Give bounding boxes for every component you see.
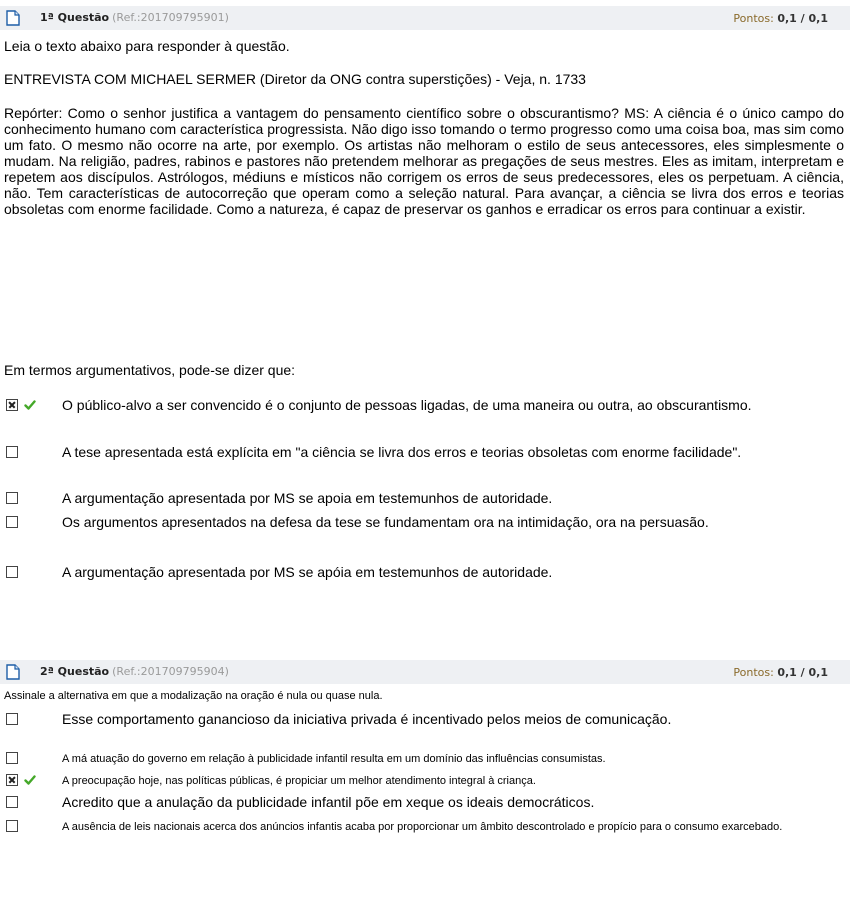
- checkmark-icon: [24, 774, 36, 786]
- option-text: Os argumentos apresentados na defesa da tese se fundamentam ora na intimidação, ora na persuasão.: [62, 514, 709, 530]
- question-2-ref: (Ref.:201709795904): [112, 665, 229, 678]
- question-1-number: 1ª Questão: [40, 11, 110, 24]
- option-text: A má atuação do governo em relação à publicidade infantil resulta em um domínio das influências consumistas.: [62, 753, 606, 765]
- option-text: A preocupação hoje, nas políticas públicas, é propiciar um melhor atendimento integral à criança.: [62, 775, 536, 787]
- question-2-prompt: Assinale a alternativa em que a modalização na oração é nula ou quase nula.: [4, 690, 383, 702]
- points-value: 0,1 / 0,1: [777, 666, 828, 679]
- option-checkbox[interactable]: [6, 774, 18, 786]
- option-checkbox[interactable]: [6, 713, 18, 725]
- option-checkbox[interactable]: [6, 492, 18, 504]
- option-text: Esse comportamento ganancioso da iniciativa privada é incentivado pelos meios de comunicação.: [62, 711, 672, 727]
- points-label: Pontos:: [733, 12, 774, 25]
- option-checkbox[interactable]: [6, 752, 18, 764]
- option-text: O público-alvo a ser convencido é o conjunto de pessoas ligadas, de uma maneira ou outra, ao obscurantismo.: [62, 397, 752, 413]
- question-1-passage: Repórter: Como o senhor justifica a vantagem do pensamento científico sobre o obscurantismo? MS: A ciência é o único campo do conhecimento humano com característica progressista. Não digo isso tomando o termo progresso como uma coisa boa, mas sim como um fato. O mesmo não ocorre na arte, por exemplo. Os artistas não melhoram o estilo de seus antecessores, eles simplesmente o mudam. Na religião, padres, rabinos e pastores não pretendem melhorar as pregações de seus mestres. Eles as imitam, interpretam e repetem aos discípulos. Astrólogos, médiuns e místicos não corrigem os erros de seus predecessores, eles os perpetuam. A ciência, não. Tem características de autocorreção que operam como a seleção natural. Para avançar, a ciência se livra dos erros e teorias obsoletas com enorme facilidade. Como a natureza, é capaz de preservar os ganhos e erradicar os erros para continuar a existir.: [4, 105, 844, 217]
- question-1-intro: Leia o texto abaixo para responder à questão.: [4, 38, 290, 54]
- points-label: Pontos:: [733, 666, 774, 679]
- option-text: A argumentação apresentada por MS se apóia em testemunhos de autoridade.: [62, 564, 553, 580]
- question-2-header: [0, 660, 850, 684]
- document-icon: [6, 664, 20, 680]
- option-text: A tese apresentada está explícita em "a ciência se livra dos erros e teorias obsoletas com enorme facilidade".: [62, 444, 742, 460]
- document-icon: [6, 10, 20, 26]
- points-value: 0,1 / 0,1: [777, 12, 828, 25]
- question-1-points: [733, 12, 828, 25]
- question-2-title: [40, 665, 229, 678]
- question-1-title: [40, 11, 229, 24]
- option-text: Acredito que a anulação da publicidade infantil põe em xeque os ideais democráticos.: [62, 794, 595, 810]
- option-text: A ausência de leis nacionais acerca dos anúncios infantis acaba por proporcionar um âmbito descontrolado e propício para o consumo exarcebado.: [62, 821, 783, 833]
- question-1-source: ENTREVISTA COM MICHAEL SERMER (Diretor da ONG contra superstições) - Veja, n. 1733: [4, 71, 586, 87]
- question-1-prompt: Em termos argumentativos, pode-se dizer que:: [4, 362, 296, 378]
- question-2-number: 2ª Questão: [40, 665, 110, 678]
- option-checkbox[interactable]: [6, 820, 18, 832]
- option-text: A argumentação apresentada por MS se apoia em testemunhos de autoridade.: [62, 490, 553, 506]
- option-checkbox[interactable]: [6, 516, 18, 528]
- option-checkbox[interactable]: [6, 566, 18, 578]
- question-2-points: [733, 666, 828, 679]
- question-1-ref: (Ref.:201709795901): [112, 11, 229, 24]
- checkmark-icon: [24, 399, 36, 411]
- option-checkbox[interactable]: [6, 796, 18, 808]
- option-checkbox[interactable]: [6, 399, 18, 411]
- question-1-header: [0, 6, 850, 30]
- option-checkbox[interactable]: [6, 446, 18, 458]
